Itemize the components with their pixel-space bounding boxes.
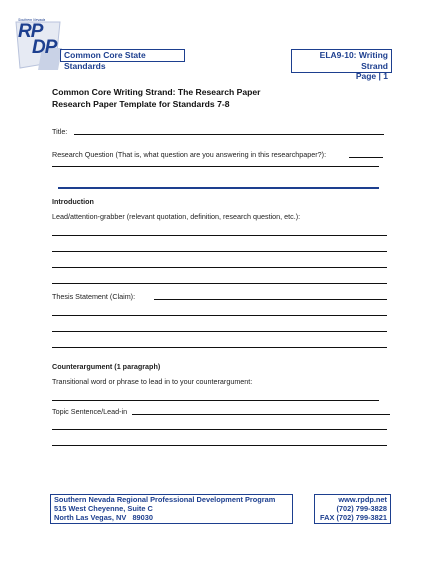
topic-sentence-label: Topic Sentence/Lead-in [52,407,128,416]
thesis-answer-line[interactable] [52,331,387,332]
strand-page-box [291,49,392,81]
page-number: Page | 1 [355,71,388,81]
research-question-label: Research Question (That is, what question are you answering in this researchpaper?): [52,150,327,159]
title-answer-line[interactable] [74,134,384,135]
lead-label: Lead/attention-grabber (relevant quotation, definition, research question, etc.): [52,212,301,221]
document-title: Common Core Writing Strand: The Research Paper [52,87,261,97]
standards-label: Common Core State Standards [60,49,185,62]
footer-contact-box [314,494,391,524]
document-subtitle: Research Paper Template for Standards 7-8 [52,99,230,109]
topic-sentence-answer-line[interactable] [52,445,387,446]
fax-number: FAX (702) 799-3821 [320,513,387,523]
counterargument-heading: Counterargument (1 paragraph) [52,362,161,371]
logo-text-bottom: DP [32,37,57,58]
thesis-answer-line[interactable] [154,299,387,300]
lead-answer-line[interactable] [52,251,387,252]
lead-answer-line[interactable] [52,235,387,236]
thesis-answer-line[interactable] [52,347,387,348]
transitional-answer-line[interactable] [52,400,379,401]
address-line-2: North Las Vegas, NV 89030 [54,513,153,523]
phone-number: (702) 799-3828 [336,504,387,514]
address-line-1: 515 West Cheyenne, Suite C [54,504,153,514]
website-link[interactable]: www.rpdp.net [338,495,387,504]
transitional-label: Transitional word or phrase to lead in to your counterargument: [52,377,253,386]
topic-sentence-answer-line[interactable] [132,414,390,415]
thesis-answer-line[interactable] [52,315,387,316]
lead-answer-line[interactable] [52,267,387,268]
lead-answer-line[interactable] [52,283,387,284]
section-divider [58,187,379,189]
title-label: Title: [52,127,68,136]
org-name: Southern Nevada Regional Professional Development Program [54,495,276,504]
research-question-answer-line[interactable] [349,157,383,158]
research-question-answer-line-2[interactable] [52,166,379,167]
rpdp-logo [12,18,64,72]
footer-address-box [50,494,293,524]
strand-label: ELA9-10: Writing Strand [319,50,388,71]
logo-tagline: Southern Nevada [18,18,46,22]
thesis-label: Thesis Statement (Claim): [52,292,136,301]
logo-text-top: RP [18,21,43,42]
topic-sentence-answer-line[interactable] [52,429,387,430]
introduction-heading: Introduction [52,197,94,206]
